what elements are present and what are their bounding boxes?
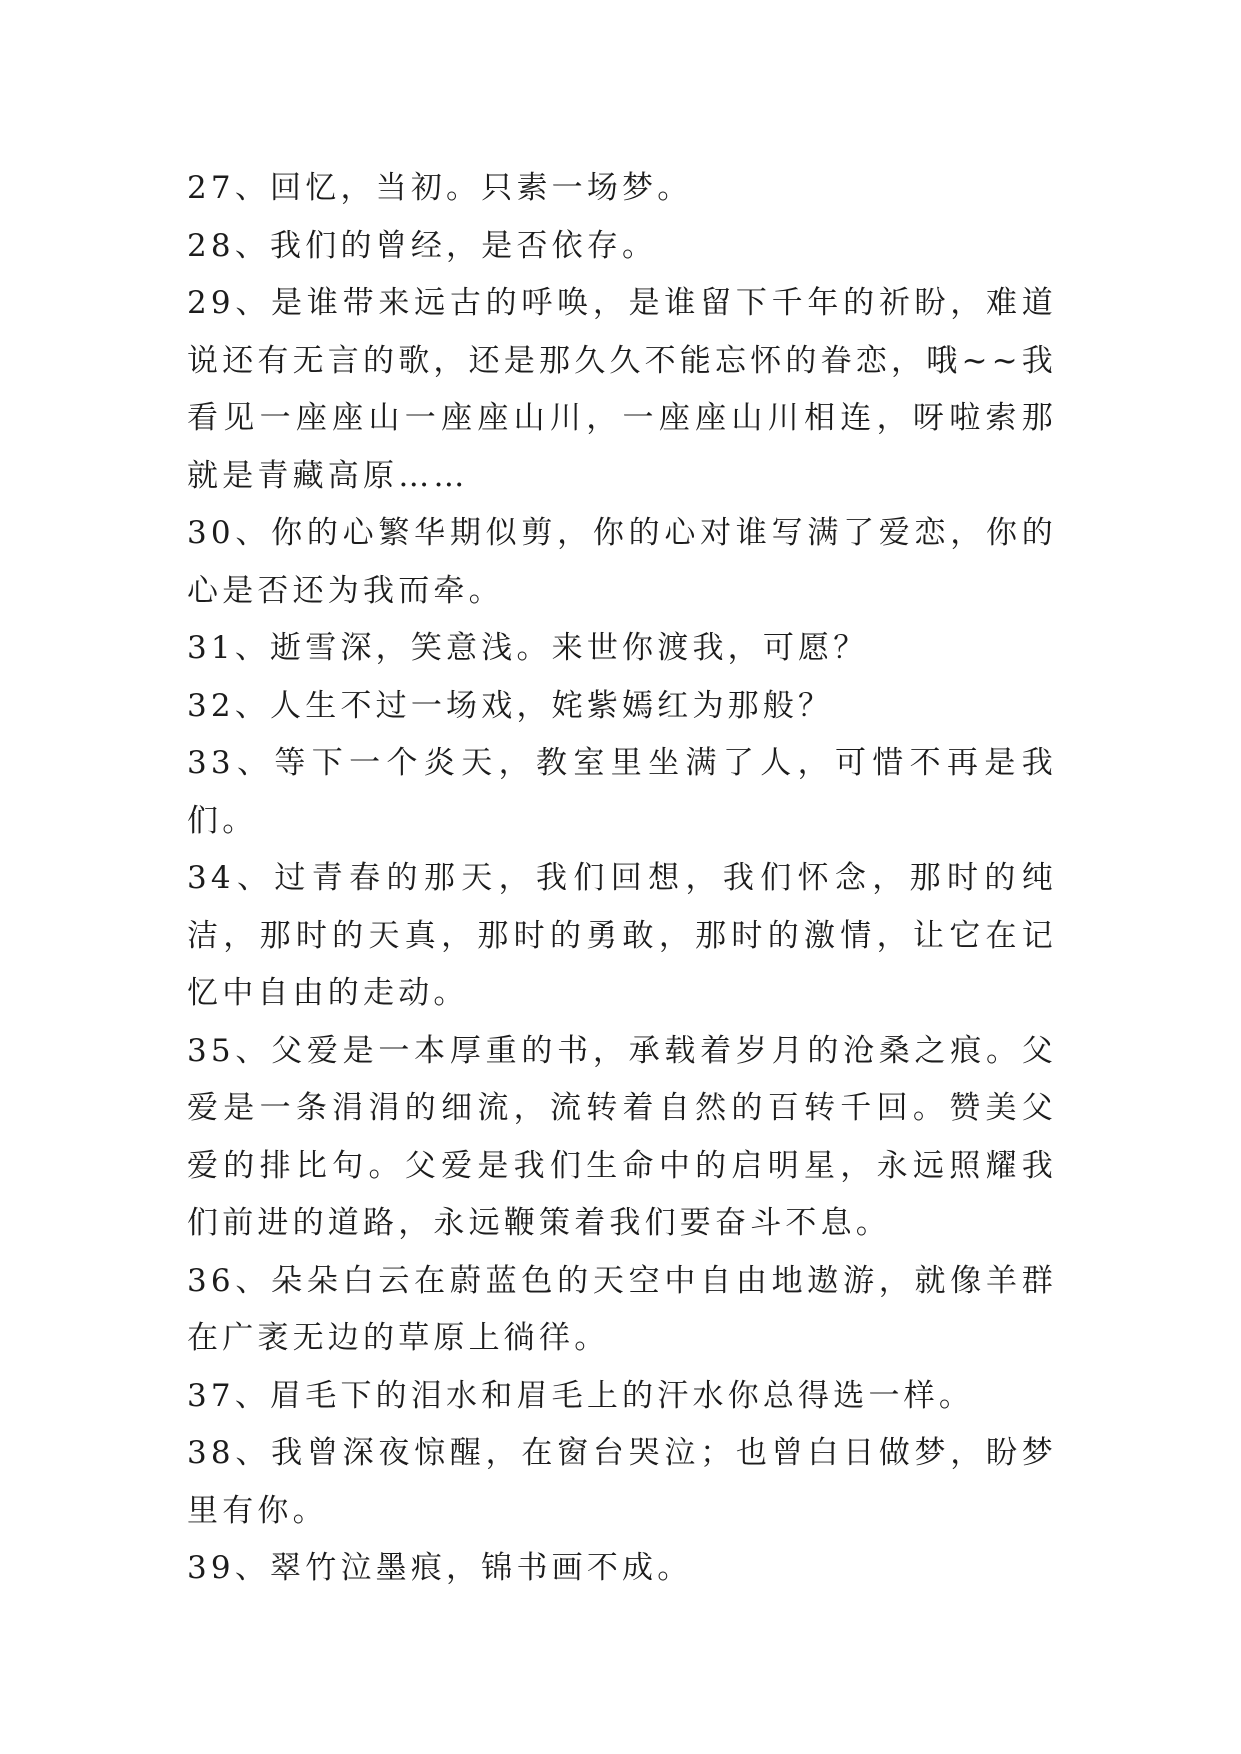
entry-28: 28、我们的曾经，是否依存。 xyxy=(187,227,658,264)
entry-39: 39、翠竹泣墨痕，锦书画不成。 xyxy=(187,1550,693,1586)
entry-34: 34、过青春的那天，我们回想，我们怀念，那时的纯洁，那时的天真，那时的勇敢，那时的激情，让它在记忆中自由的走动。 xyxy=(187,860,1057,1011)
entry-37: 37、眉毛下的泪水和眉毛上的汗水你总得选一样。 xyxy=(187,1377,975,1414)
entry-27: 27、回忆，当初。只素一场梦。 xyxy=(187,170,693,206)
entry-30: 30、你的心繁华期似剪，你的心对谁写满了爱恋，你的心是否还为我而牵。 xyxy=(187,515,1057,609)
entry-29: 29、是谁带来远古的呼唤，是谁留下千年的祈盼，难道说还有无言的歌，还是那久久不能忘怀的眷恋，哦~~我看见一座座山一座座山川，一座座山川相连，呀啦索那就是青藏高原…… xyxy=(187,285,1057,494)
entry-31: 31、逝雪深，笑意浅。来世你渡我，可愿？ xyxy=(187,630,869,666)
entry-38: 38、我曾深夜惊醒，在窗台哭泣；也曾白日做梦，盼梦里有你。 xyxy=(187,1435,1057,1529)
entry-33: 33、等下一个炎天，教室里坐满了人，可惜不再是我们。 xyxy=(187,745,1057,839)
entry-35: 35、父爱是一本厚重的书，承载着岁月的沧桑之痕。父爱是一条涓涓的细流，流转着自然的百转千回。赞美父爱的排比句。父爱是我们生命中的启明星，永远照耀我们前进的道路，永远鞭策着我们要奋斗不息。 xyxy=(187,1032,1057,1241)
entry-32: 32、人生不过一场戏，姹紫嫣红为那般？ xyxy=(187,687,834,724)
entry-36: 36、朵朵白云在蔚蓝色的天空中自由地遨游，就像羊群在广袤无边的草原上徜徉。 xyxy=(187,1262,1057,1356)
document-body xyxy=(187,160,1057,1598)
